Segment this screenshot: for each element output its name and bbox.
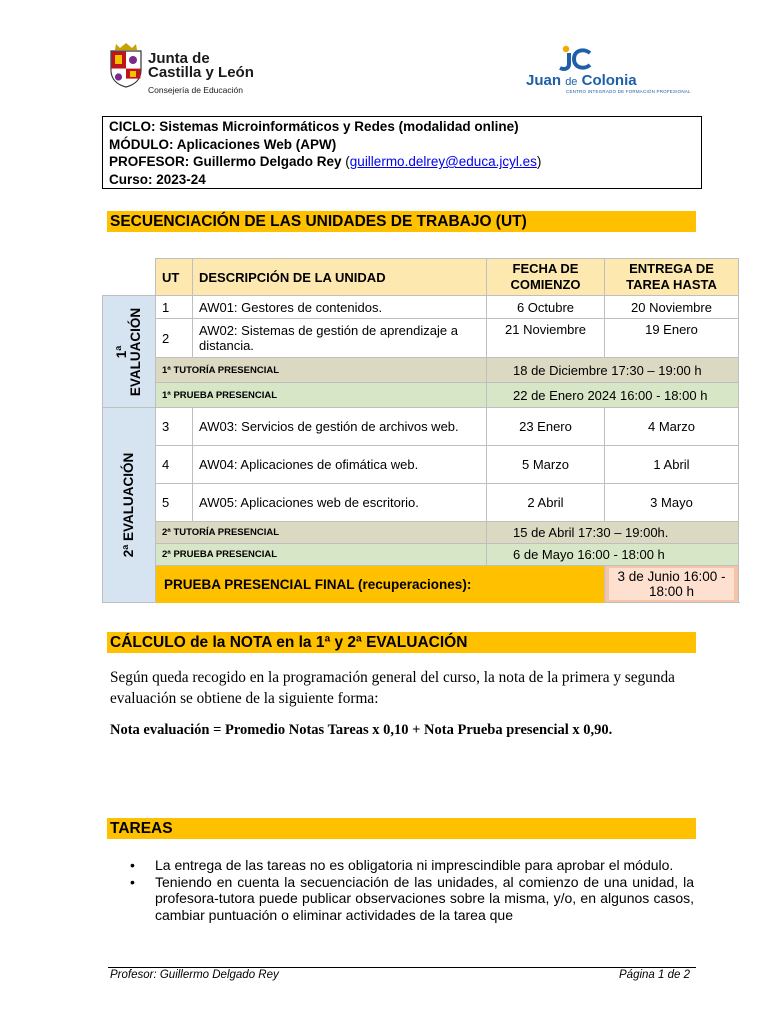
ut-due: 19 Enero (605, 319, 739, 358)
ut-number: 3 (156, 408, 193, 446)
ut-description: AW03: Servicios de gestión de archivos web. (193, 408, 487, 446)
ut-number: 4 (156, 446, 193, 484)
header-fecha: FECHA DE COMIENZO (487, 259, 605, 296)
eval1-label: 1ª EVALUACIÓN (114, 307, 143, 396)
jdc-mark-icon (558, 44, 592, 72)
prueba-value: 22 de Enero 2024 16:00 - 18:00 h (487, 383, 739, 408)
ut-start: 2 Abril (487, 484, 605, 522)
ut-description: AW05: Aplicaciones web de escritorio. (193, 484, 487, 522)
jcyl-logo-subtitle: Consejería de Educación (148, 85, 243, 95)
jdc-logo-name: Juan de Colonia (526, 72, 637, 89)
calculo-paragraph: Según queda recogido en la programación general del curso, la nota de la primera y segunda evaluación se obtiene de la siguiente forma: (110, 669, 675, 707)
prueba-value: 6 de Mayo 16:00 - 18:00 h (487, 544, 739, 566)
prueba-row (103, 383, 739, 408)
prueba-row (103, 544, 739, 566)
calculo-formula: Nota evaluación = Promedio Notas Tareas x 0,10 + Nota Prueba presencial x 0,90. (110, 722, 613, 738)
final-value: 3 de Junio 16:00 - 18:00 h (609, 568, 734, 600)
course-info-box (102, 116, 702, 189)
final-value-cell (605, 566, 739, 603)
header-entrega: ENTREGA DE TAREA HASTA (605, 259, 739, 296)
ut-description: AW01: Gestores de contenidos. (193, 296, 487, 319)
jdc-logo-subtitle: CENTRO INTEGRADO DE FORMACIÓN PROFESIONAL (566, 89, 691, 94)
section-heading-calculo: CÁLCULO de la NOTA en la 1ª y 2ª EVALUACIÓN (107, 632, 696, 653)
tutoria-row (103, 358, 739, 383)
junta-castilla-leon-logo (108, 42, 288, 98)
curso-line: Curso: 2023-24 (109, 171, 206, 187)
ut-description: AW02: Sistemas de gestión de aprendizaje a distancia. (193, 319, 487, 358)
header-ut: UT (156, 259, 193, 296)
list-item: • La entrega de las tareas no es obligatoria ni imprescindible para aprobar el módulo. (130, 857, 674, 873)
ut-start: 23 Enero (487, 408, 605, 446)
jcyl-logo-text: Junta de Castilla y León (148, 50, 254, 81)
ut-number: 2 (156, 319, 193, 358)
ut-due: 3 Mayo (605, 484, 739, 522)
table-row (103, 446, 739, 484)
section-heading-tareas: TAREAS (107, 818, 696, 839)
final-row (103, 566, 739, 603)
ut-number: 1 (156, 296, 193, 319)
coat-of-arms-icon (108, 42, 144, 88)
table-header-row (103, 259, 739, 296)
eval2-label: 2ª EVALUACIÓN (121, 452, 136, 558)
tutoria-value: 18 de Diciembre 17:30 – 19:00 h (487, 358, 739, 383)
ut-start: 5 Marzo (487, 446, 605, 484)
prueba-label: 1ª PRUEBA PRESENCIAL (156, 383, 487, 408)
list-item: • Teniendo en cuenta la secuenciación de las unidades, al comienzo de una unidad, la profesora-tutora puede publicar observaciones sobre la misma, y/o, en algunos casos, cambiar puntuación o eliminar actividades de la tarea que (130, 874, 694, 923)
table-row (103, 296, 739, 319)
units-table (102, 258, 739, 603)
ut-due: 4 Marzo (605, 408, 739, 446)
modulo-line: MÓDULO: Aplicaciones Web (APW) (109, 136, 337, 152)
eval2-band (103, 408, 156, 603)
footer-divider (108, 967, 696, 968)
juan-de-colonia-logo (524, 44, 691, 94)
table-row (103, 319, 739, 358)
footer-author: Profesor: Guillermo Delgado Rey (110, 969, 279, 981)
footer-page-number: Página 1 de 2 (619, 969, 690, 981)
ciclo-line: CICLO: Sistemas Microinformáticos y Redes (modalidad online) (109, 119, 519, 134)
table-row (103, 484, 739, 522)
header-spacer (103, 259, 156, 296)
section-heading-secuenciacion: SECUENCIACIÓN DE LAS UNIDADES DE TRABAJO (UT) (107, 211, 696, 232)
bullet-icon: • (130, 874, 135, 891)
tutoria-value: 15 de Abril 17:30 – 19:00h. (487, 522, 739, 544)
ut-start: 21 Noviembre (487, 319, 605, 358)
email-link[interactable]: guillermo.delrey@educa.jcyl.es (349, 154, 537, 169)
tutoria-label: 1ª TUTORÍA PRESENCIAL (156, 358, 487, 383)
eval1-band (103, 296, 156, 408)
tutoria-row (103, 522, 739, 544)
table-row (103, 408, 739, 446)
ut-start: 6 Octubre (487, 296, 605, 319)
header-descripcion: DESCRIPCIÓN DE LA UNIDAD (193, 259, 487, 296)
ut-description: AW04: Aplicaciones de ofimática web. (193, 446, 487, 484)
final-label: PRUEBA PRESENCIAL FINAL (recuperaciones): (156, 566, 605, 603)
ut-due: 1 Abril (605, 446, 739, 484)
tareas-list (130, 857, 694, 924)
bullet-icon: • (130, 857, 135, 873)
ut-due: 20 Noviembre (605, 296, 739, 319)
prueba-label: 2ª PRUEBA PRESENCIAL (156, 544, 487, 566)
profesor-line: PROFESOR: Guillermo Delgado Rey (guillermo.delrey@educa.jcyl.es) (109, 154, 542, 169)
ut-number: 5 (156, 484, 193, 522)
tutoria-label: 2ª TUTORÍA PRESENCIAL (156, 522, 487, 544)
